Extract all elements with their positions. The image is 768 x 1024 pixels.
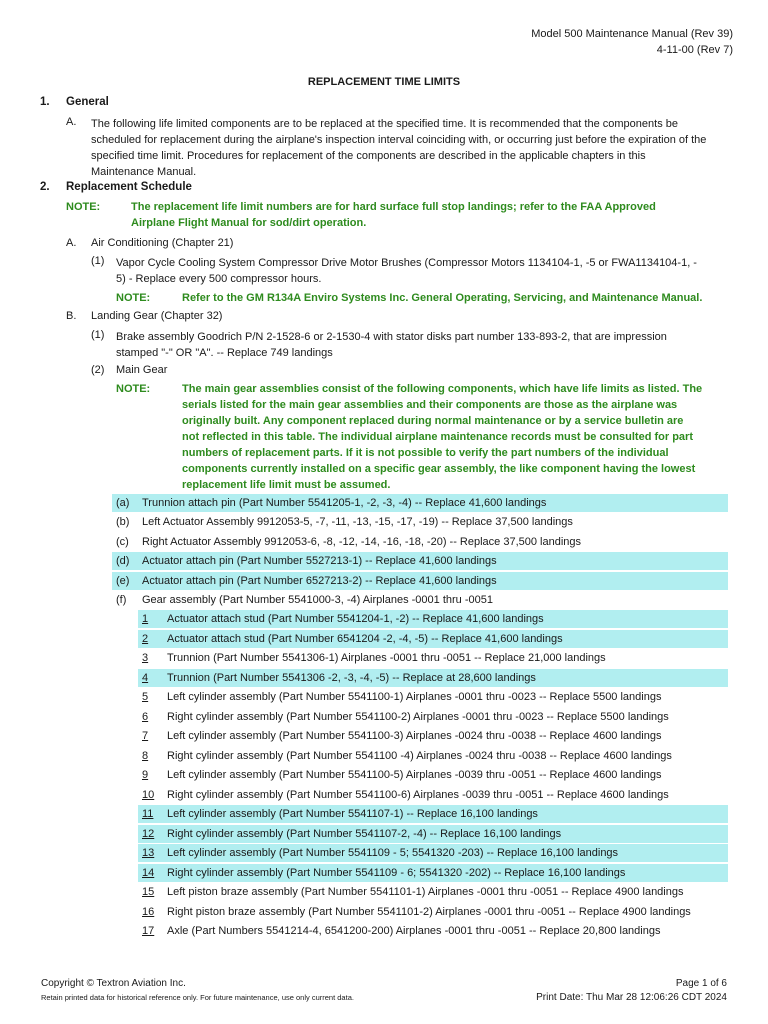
gear-item-number: 16 (142, 905, 155, 918)
gear-item-text: Trunnion (Part Number 5541306-1) Airplanes -0001 thru -0051 -- Replace 21,000 landings (167, 652, 606, 664)
section-2-number: 2. (40, 181, 50, 193)
section-2-heading: Replacement Schedule (66, 181, 192, 193)
gear-item-text: Right cylinder assembly (Part Number 5541107-2, -4) -- Replace 16,100 landings (167, 827, 562, 840)
gear-item-number: 17 (142, 925, 155, 937)
sub-item-label: (e) (116, 574, 130, 587)
gear-item-number: 15 (142, 886, 155, 898)
gear-item-number: 5 (142, 691, 149, 703)
gear-item-text: Left piston braze assembly (Part Number 5541101-1) Airplanes -0001 thru -0051 -- Replace 4900 landings (167, 886, 684, 898)
gear-item-text: Right cylinder assembly (Part Number 5541100 -4) Airplanes -0024 thru -0038 -- Replace 4600 landings (167, 749, 672, 762)
text-line: The following life limited components are to be replaced at the specified time. It is recommended that the components be (91, 118, 678, 130)
note-line: not reflected in this table. The individual airplane maintenance records must be consulted for part (182, 431, 693, 443)
text-line: scheduled for replacement during the airplane's inspection interval coinciding with, or occurring just before the expiration of the (91, 134, 707, 146)
gear-item-number: 8 (142, 749, 149, 762)
sub-item-text: Left Actuator Assembly 9912053-5, -7, -11, -13, -15, -17, -19) -- Replace 37,500 landings (142, 516, 573, 529)
page-number: Page 1 of 6 (675, 978, 727, 989)
gear-item-number: 13 (142, 847, 155, 859)
gear-item-text: Left cylinder assembly (Part Number 5541100-3) Airplanes -0024 thru -0038 -- Replace 4600 landings (167, 730, 662, 742)
text-line: Maintenance Manual. (91, 166, 197, 178)
note-line: numbers of replacement parts. If it is not possible to verify the part numbers of the individual (182, 447, 669, 459)
subsection-a-label: A. (66, 237, 77, 249)
gear-item-text: Right cylinder assembly (Part Number 5541100-6) Airplanes -0039 thru -0051 -- Replace 4600 landings (167, 788, 669, 801)
note-line: originally built. Any component replaced during normal maintenance or by a service bulletin are (182, 415, 684, 427)
note-line: replacement life limit must be assumed. (182, 479, 391, 491)
section-1-number: 1. (40, 96, 50, 108)
note-line: The main gear assemblies consist of the following components, which have life limits as listed. The (182, 383, 703, 395)
sub-item-text: Trunnion attach pin (Part Number 5541205-1, -2, -3, -4) -- Replace 41,600 landings (142, 497, 547, 509)
item-2-label: (2) (91, 364, 105, 376)
text-line: specified time limit. Procedures for replacement of the components are described in the applicable chapters in this (91, 150, 646, 162)
gear-item-text: Right cylinder assembly (Part Number 5541109 - 6; 5541320 -202) -- Replace 16,100 landings (167, 866, 626, 879)
subsection-b-label: B. (66, 310, 77, 322)
section-1-a-label: A. (66, 116, 77, 128)
gear-item-text: Axle (Part Numbers 5541214-4, 6541200-200) Airplanes -0001 thru -0051 -- Replace 20,800 landings (167, 925, 661, 937)
gear-item-number: 3 (142, 652, 149, 664)
gear-item-number: 6 (142, 710, 149, 723)
gear-item-text: Left cylinder assembly (Part Number 5541100-1) Airplanes -0001 thru -0023 -- Replace 5500 landings (167, 691, 662, 703)
gear-item-text: Right cylinder assembly (Part Number 5541100-2) Airplanes -0001 thru -0023 -- Replace 5500 landings (167, 710, 669, 723)
note-line: The replacement life limit numbers are for hard surface full stop landings; refer to the FAA Approved (131, 201, 656, 213)
item-1-label: (1) (91, 255, 105, 267)
sub-item-label: (a) (116, 497, 130, 509)
print-date: Print Date: Thu Mar 28 12:06:26 CDT 2024 (536, 992, 727, 1003)
sub-item-label: (d) (116, 555, 130, 568)
page-title: REPLACEMENT TIME LIMITS (307, 76, 461, 88)
sub-item-text: Actuator attach pin (Part Number 5527213-1) -- Replace 41,600 landings (142, 555, 497, 568)
gear-item-number: 14 (142, 866, 155, 879)
note-label: NOTE: (116, 292, 151, 304)
gear-item-number: 1 (142, 613, 149, 625)
gear-item-text: Left cylinder assembly (Part Number 5541109 - 5; 5541320 -203) -- Replace 16,100 landings (167, 847, 619, 859)
gear-item-text: Left cylinder assembly (Part Number 5541100-5) Airplanes -0039 thru -0051 -- Replace 4600 landings (167, 769, 662, 781)
note-label: NOTE: (66, 201, 101, 213)
sub-item-label: (b) (116, 516, 130, 529)
text-line: 5) - Replace every 500 compressor hours. (116, 273, 322, 285)
item-2-title: Main Gear (116, 364, 168, 376)
note-label: NOTE: (116, 383, 151, 395)
item-1-label: (1) (91, 329, 105, 341)
sub-item-label: (c) (116, 535, 129, 548)
sub-item-text: Actuator attach pin (Part Number 6527213-2) -- Replace 41,600 landings (142, 574, 497, 587)
gear-item-number: 9 (142, 769, 149, 781)
text-line: Brake assembly Goodrich P/N 2-1528-6 or 2-1530-4 with stator disks part number 133-893-2, that are impression (116, 331, 667, 343)
note-line: Airplane Flight Manual for sod/dirt operation. (131, 217, 367, 229)
sub-item-label: (f) (116, 594, 127, 606)
gear-item-text: Right piston braze assembly (Part Number 5541101-2) Airplanes -0001 thru -0051 -- Replace 4900 landings (167, 905, 691, 918)
gear-item-number: 12 (142, 827, 155, 840)
gear-item-text: Actuator attach stud (Part Number 5541204-1, -2) -- Replace 41,600 landings (167, 613, 544, 625)
section-number: 4-11-00 (Rev 7) (656, 44, 733, 56)
manual-title: Model 500 Maintenance Manual (Rev 39) (531, 28, 733, 40)
note-line: components currently installed on a specific gear assembly, the like component having the lowest (182, 463, 696, 475)
sub-item-text: Right Actuator Assembly 9912053-6, -8, -12, -14, -16, -18, -20) -- Replace 37,500 landings (142, 535, 582, 548)
gear-item-number: 4 (142, 671, 149, 684)
gear-item-text: Actuator attach stud (Part Number 6541204 -2, -4, -5) -- Replace 41,600 landings (167, 632, 563, 645)
text-line: stamped "-" OR "A". -- Replace 749 landings (116, 347, 333, 359)
note-line: serials listed for the main gear assemblies and their components are those as the airplane was (182, 399, 678, 411)
note-text: Refer to the GM R134A Enviro Systems Inc. General Operating, Servicing, and Maintenance Manual. (182, 292, 703, 304)
item-1-text (116, 329, 741, 361)
gear-item-number: 7 (142, 730, 149, 742)
subsection-b-title: Landing Gear (Chapter 32) (91, 310, 223, 322)
gear-item-text: Trunnion (Part Number 5541306 -2, -3, -4, -5) -- Replace at 28,600 landings (167, 671, 536, 684)
text-line: Vapor Cycle Cooling System Compressor Drive Motor Brushes (Compressor Motors 1134104-1, -5 or FWA1134104-1, - (116, 257, 697, 269)
copyright: Copyright © Textron Aviation Inc. (41, 978, 186, 989)
section-1-heading: General (66, 96, 109, 108)
sub-item-text: Gear assembly (Part Number 5541000-3, -4) Airplanes -0001 thru -0051 (142, 594, 493, 606)
section-1-a-text (91, 116, 741, 180)
gear-item-text: Left cylinder assembly (Part Number 5541107-1) -- Replace 16,100 landings (167, 808, 538, 820)
item-1-text (116, 255, 741, 287)
gear-item-number: 10 (142, 788, 155, 801)
note-text (131, 199, 731, 231)
subsection-a-title: Air Conditioning (Chapter 21) (91, 237, 234, 249)
gear-item-number: 11 (142, 808, 154, 820)
note-text (182, 381, 742, 493)
retain-notice: Retain printed data for historical reference only. For future maintenance, use only current data. (41, 993, 354, 1002)
page-header (531, 26, 733, 58)
gear-item-number: 2 (142, 632, 149, 645)
